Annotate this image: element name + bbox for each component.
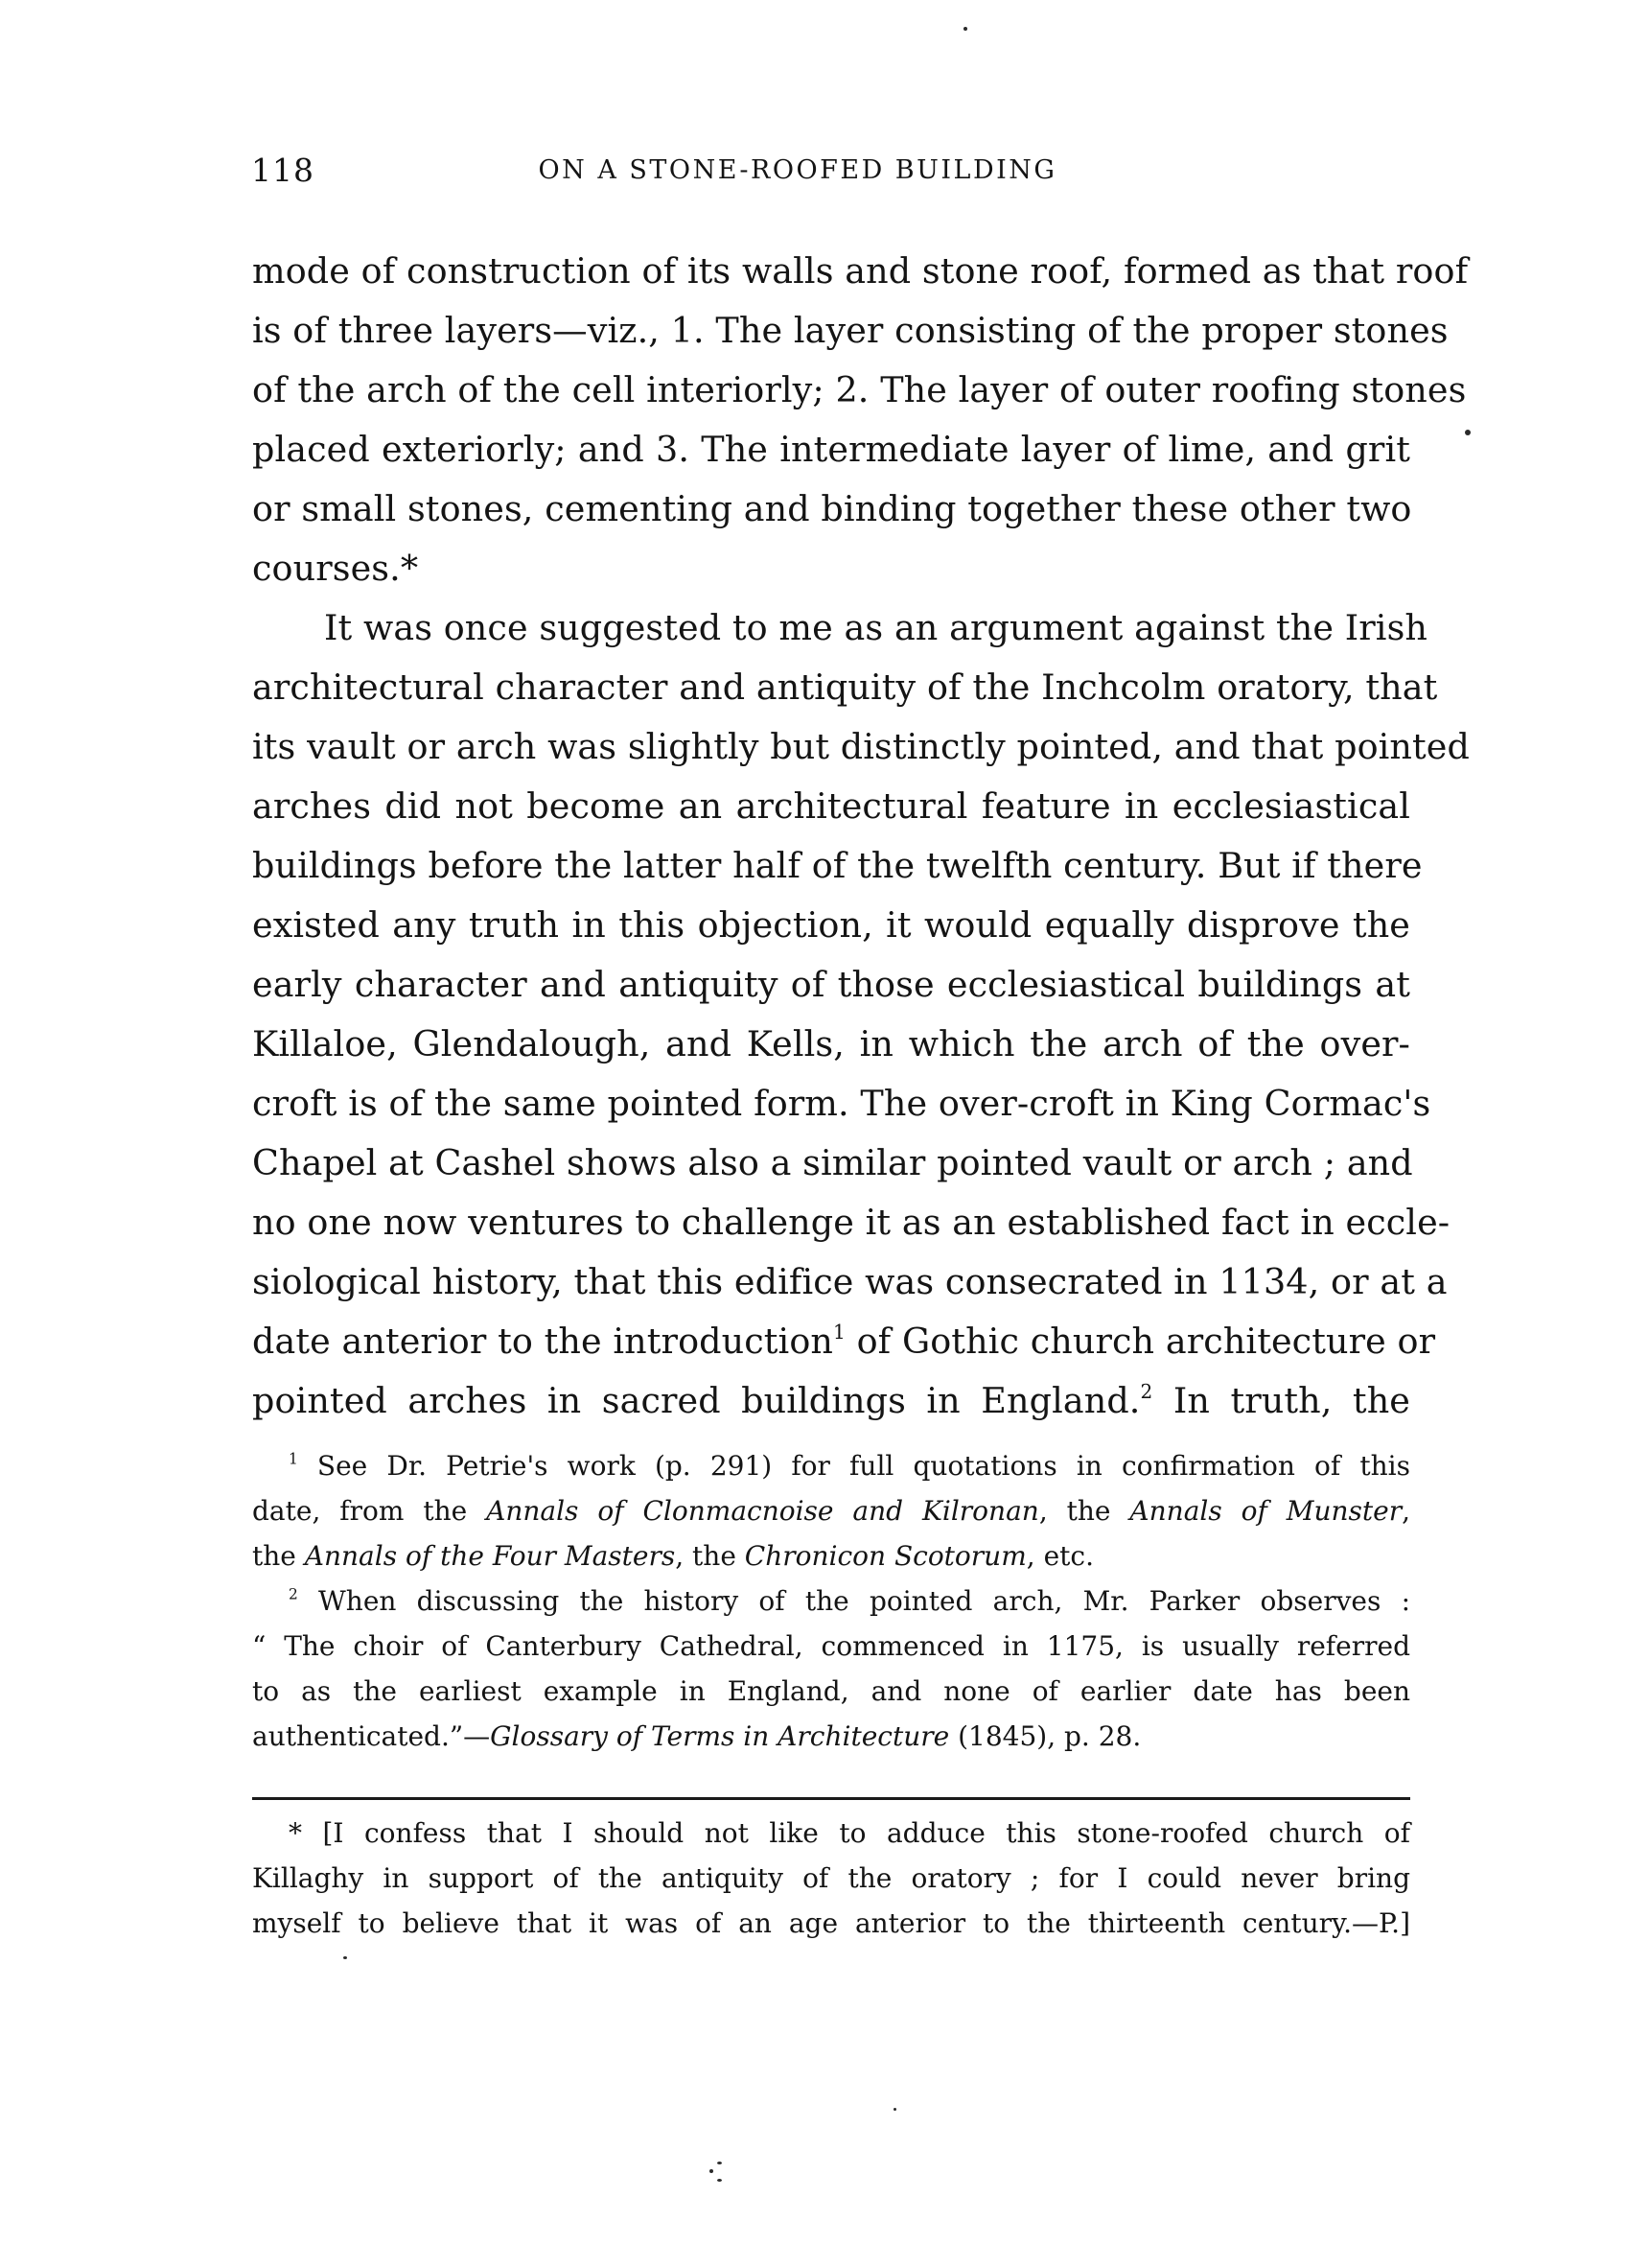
body-line: early character and antiquity of those ecclesiastical buildings at xyxy=(252,964,1410,1005)
scan-speck xyxy=(963,27,967,31)
footnote-ref-2[interactable]: 2 xyxy=(1140,1379,1153,1403)
page-number: 118 xyxy=(251,152,314,189)
body-line: buildings before the latter half of the twelfth century. But if there xyxy=(252,845,1423,886)
scan-speck xyxy=(717,2179,722,2182)
body-line: Killaloe, Glendalough, and Kells, in which the arch of the over- xyxy=(252,1023,1410,1064)
body-line: croft is of the same pointed form. The over-croft in King Cormac's xyxy=(252,1083,1431,1124)
line-text: , xyxy=(1402,1495,1411,1527)
line-text: , etc. xyxy=(1026,1540,1094,1572)
footnote-1-line xyxy=(252,1443,1410,1488)
body-line: courses.* xyxy=(252,548,419,589)
footnote-2-line xyxy=(252,1714,1410,1759)
line-text: the xyxy=(252,1540,305,1572)
footnote-marker: 1 xyxy=(289,1450,298,1468)
scan-speck xyxy=(343,1956,347,1959)
line-text: date anterior to the introduction xyxy=(252,1321,834,1362)
line-text: authenticated.”— xyxy=(252,1720,491,1752)
footnotes xyxy=(252,1443,1410,1759)
footnote-1-line xyxy=(252,1488,1410,1533)
line-text: date, from the xyxy=(252,1495,487,1527)
footnote-ref-1[interactable]: 1 xyxy=(833,1320,846,1344)
editor-note-line: * [I confess that I should not like to adduce this stone-roofed church of xyxy=(289,1817,1410,1849)
scan-speck xyxy=(717,2162,722,2164)
footnote-marker: 2 xyxy=(289,1585,298,1603)
paragraph-start-line: It was once suggested to me as an argument against the Irish xyxy=(324,607,1428,648)
body-line: placed exteriorly; and 3. The intermediate layer of lime, and grit xyxy=(252,429,1410,470)
scan-speck xyxy=(894,2108,896,2111)
scan-speck xyxy=(1465,430,1471,435)
body-line: arches did not become an architectural feature in ecclesiastical xyxy=(252,785,1410,827)
body-line: architectural character and antiquity of the Inchcolm oratory, that xyxy=(252,666,1438,708)
body-line: Chapel at Cashel shows also a similar pointed vault or arch ; and xyxy=(252,1142,1413,1183)
work-title: Annals of the Four Masters xyxy=(304,1540,676,1572)
running-title: ON A STONE-ROOFED BUILDING xyxy=(538,155,1057,185)
body-line xyxy=(252,1371,1410,1431)
line-text: pointed arches in sacred buildings in England. xyxy=(252,1380,1141,1421)
body-line: of the arch of the cell interiorly; 2. The layer of outer roofing stones xyxy=(252,369,1467,410)
editor-note-line: Killaghy in support of the antiquity of the oratory ; for I could never bring xyxy=(252,1862,1410,1894)
body-line: mode of construction of its walls and stone roof, formed as that roof xyxy=(252,250,1469,292)
footnote-2-line: to as the earliest example in England, and none of earlier date has been xyxy=(252,1675,1410,1707)
editor-note xyxy=(252,1811,1410,1946)
line-text: (1845), p. 28. xyxy=(949,1720,1142,1752)
line-text: When discussing the history of the pointed arch, Mr. Parker observes : xyxy=(297,1585,1410,1617)
line-text: , the xyxy=(675,1540,745,1572)
footnote-divider xyxy=(252,1797,1410,1800)
body-line: no one now ventures to challenge it as an established fact in eccle- xyxy=(252,1202,1451,1243)
footnote-2-line: “ The choir of Canterbury Cathedral, commenced in 1175, is usually referred xyxy=(252,1630,1410,1662)
work-title: Chronicon Scotorum xyxy=(744,1540,1027,1572)
body-line xyxy=(252,1312,1436,1371)
work-title: Glossary of Terms in Architecture xyxy=(490,1720,950,1752)
body-line: existed any truth in this objection, it would equally disprove the xyxy=(252,904,1410,946)
footnote-2-line xyxy=(252,1578,1410,1624)
body-line: or small stones, cementing and binding together these other two xyxy=(252,488,1412,529)
line-text: In truth, the xyxy=(1152,1380,1411,1421)
work-title: Annals of Munster xyxy=(1129,1495,1403,1527)
editor-note-line: myself to believe that it was of an age anterior to the thirteenth century.—P.] xyxy=(252,1907,1410,1939)
body-line: siological history, that this edifice was consecrated in 1134, or at a xyxy=(252,1261,1448,1302)
footnote-1-line xyxy=(252,1533,1410,1578)
line-text: of Gothic church architecture or xyxy=(845,1321,1436,1362)
body-line: its vault or arch was slightly but distinctly pointed, and that pointed xyxy=(252,726,1470,767)
line-text: , the xyxy=(1038,1495,1130,1527)
body-line: is of three layers—viz., 1. The layer consisting of the proper stones xyxy=(252,310,1449,351)
running-head xyxy=(251,152,1411,194)
body-text xyxy=(252,242,1470,1431)
scan-speck xyxy=(709,2169,713,2173)
line-text: See Dr. Petrie's work (p. 291) for full quotations in confirmation of this xyxy=(297,1450,1410,1482)
work-title: Annals of Clonmacnoise and Kilronan xyxy=(486,1495,1039,1527)
